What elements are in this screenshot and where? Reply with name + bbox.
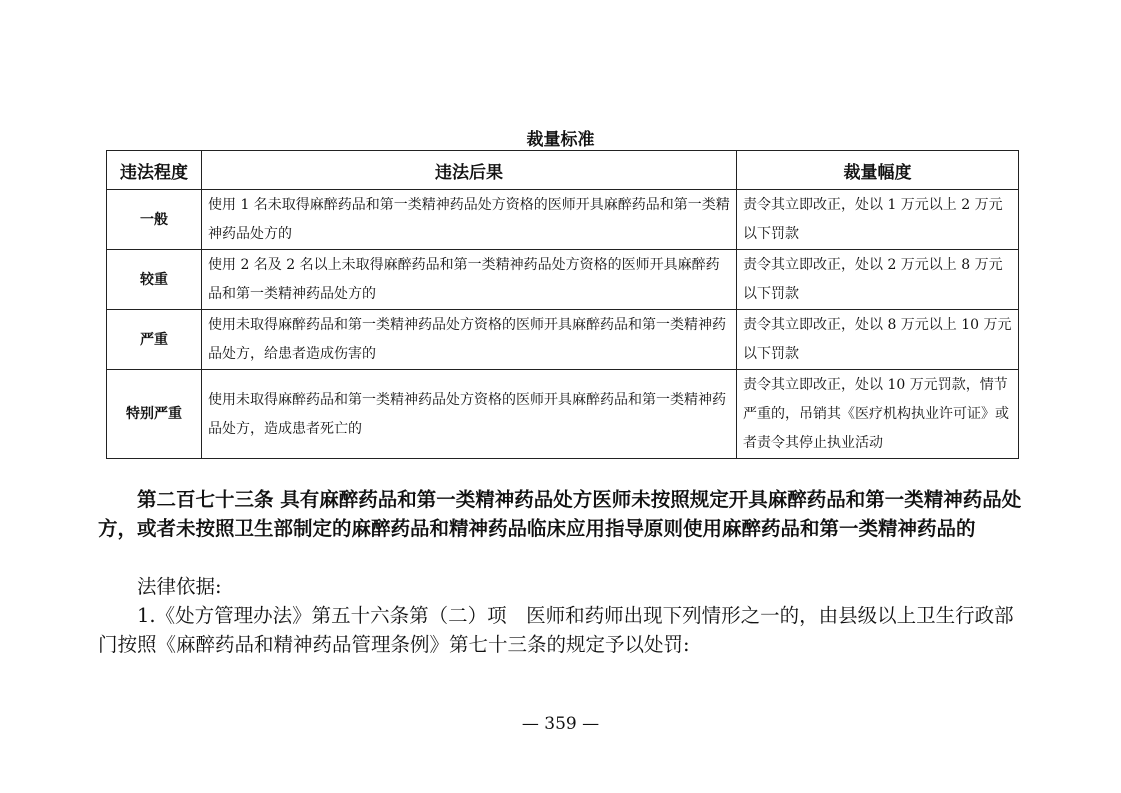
table-header-row <box>107 151 1019 190</box>
violation-level: 较重 <box>107 250 202 310</box>
page-number: — 359 — <box>521 714 600 734</box>
violation-consequence: 使用未取得麻醉药品和第一类精神药品处方资格的医师开具麻醉药品和第一类精神药品处方，给患者造成伤害的 <box>202 310 737 370</box>
violation-consequence: 使用 1 名未取得麻醉药品和第一类精神药品处方资格的医师开具麻醉药品和第一类精神药品处方的 <box>202 190 737 250</box>
header-violation-level: 违法程度 <box>107 151 202 190</box>
article-paragraph: 第二百七十三条 具有麻醉药品和第一类精神药品处方医师未按照规定开具麻醉药品和第一类精神药品处方，或者未按照卫生部制定的麻醉药品和精神药品临床应用指导原则使用麻醉药品和第一类精神药品的 <box>98 488 1022 540</box>
header-violation-consequence: 违法后果 <box>202 151 737 190</box>
table-title: 裁量标准 <box>526 130 595 150</box>
penalty-range: 责令其立即改正，处以 2 万元以上 8 万元以下罚款 <box>737 250 1019 310</box>
violation-level: 特别严重 <box>107 370 202 459</box>
violation-level: 一般 <box>107 190 202 250</box>
table-row <box>107 250 1019 310</box>
table-row <box>107 370 1019 459</box>
penalty-standard-table <box>106 150 1019 459</box>
violation-consequence: 使用 2 名及 2 名以上未取得麻醉药品和第一类精神药品处方资格的医师开具麻醉药品和第一类精神药品处方的 <box>202 250 737 310</box>
legal-basis-label: 法律依据: <box>137 575 222 598</box>
penalty-range: 责令其立即改正，处以 1 万元以上 2 万元以下罚款 <box>737 190 1019 250</box>
table-row <box>107 310 1019 370</box>
penalty-range: 责令其立即改正，处以 8 万元以上 10 万元以下罚款 <box>737 310 1019 370</box>
table-row <box>107 190 1019 250</box>
header-penalty-range: 裁量幅度 <box>737 151 1019 190</box>
legal-basis-item: 1.《处方管理办法》第五十六条第（二）项 医师和药师出现下列情形之一的，由县级以上卫生行政部门按照《麻醉药品和精神药品管理条例》第七十三条的规定予以处罚: <box>98 604 1014 656</box>
violation-level: 严重 <box>107 310 202 370</box>
violation-consequence: 使用未取得麻醉药品和第一类精神药品处方资格的医师开具麻醉药品和第一类精神药品处方，造成患者死亡的 <box>202 370 737 459</box>
penalty-range: 责令其立即改正，处以 10 万元罚款，情节严重的，吊销其《医疗机构执业许可证》或者责令其停止执业活动 <box>737 370 1019 459</box>
